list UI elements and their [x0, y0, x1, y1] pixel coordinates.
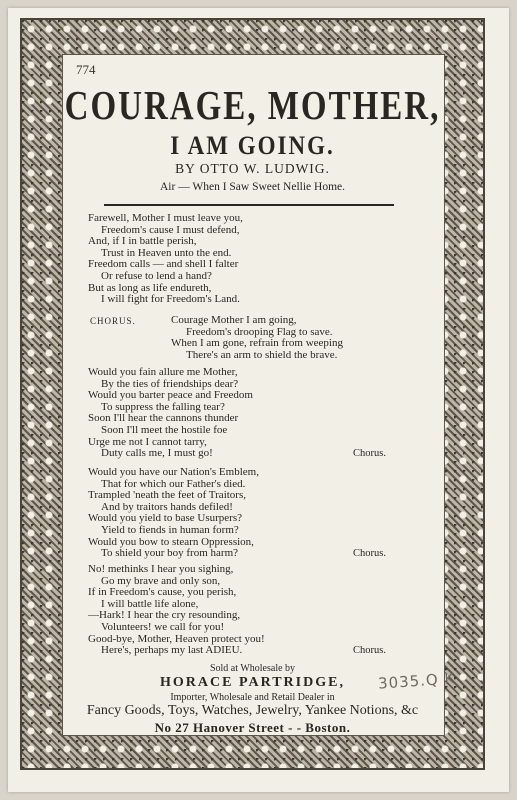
verse-line: To shield your boy from harm?: [101, 547, 239, 560]
verse-line: But as long as life endureth,: [88, 281, 212, 294]
verse-line: That for which our Father's died.: [101, 477, 246, 490]
verse-line: Freedom calls — and shell I falter: [88, 258, 239, 271]
verse-line: Would you have our Nation's Emblem,: [88, 466, 259, 478]
chorus-line: There's an arm to shield the brave.: [186, 348, 338, 361]
verse-line: Go my brave and only son,: [101, 574, 221, 587]
chorus-line: When I am gone, refrain from weeping: [171, 337, 343, 350]
verse-line: Trampled 'neath the feet of Traitors,: [88, 489, 246, 502]
title-rule: [104, 204, 394, 206]
footer-goods-line: Fancy Goods, Toys, Watches, Jewelry, Yankee Notions, &c: [86, 703, 419, 718]
footer-sold-line: Sold at Wholesale by: [209, 663, 296, 674]
verse-line: Or refuse to lend a hand?: [101, 270, 212, 282]
chorus-tag: Chorus.: [353, 645, 386, 657]
verse-line: —Hark! I hear the cry resounding,: [88, 609, 241, 622]
verse-line: Freedom's cause I must defend,: [101, 223, 240, 236]
verse-line: And, if I in battle perish,: [88, 235, 197, 248]
verse-line: Here's, perhaps my last ADIEU.: [101, 644, 243, 657]
sheet-number: 774: [76, 62, 96, 77]
verse-line: Farewell, Mother I must leave you,: [88, 212, 243, 224]
handwritten-annotation: 3035.Q K: [377, 669, 456, 693]
verse-line: I will battle life alone,: [101, 597, 199, 610]
author-line: BY OTTO W. LUDWIG.: [175, 161, 330, 176]
verse-line: Good-bye, Mother, Heaven protect you!: [88, 632, 265, 645]
title-line-2: I AM GOING.: [170, 131, 335, 160]
footer-importer-line: Importer, Wholesale and Retail Dealer in: [170, 692, 335, 703]
verse-line: Would you bow to stearn Oppression,: [88, 535, 254, 548]
footer-publisher-name: HORACE PARTRIDGE,: [160, 675, 345, 690]
footer-address-line: No 27 Hanover Street - - Boston.: [154, 720, 351, 735]
title-line-1: COURAGE, MOTHER,: [64, 84, 441, 129]
chorus-tag: Chorus.: [353, 548, 386, 560]
verse-line: If in Freedom's cause, you perish,: [88, 586, 237, 599]
air-line: Air — When I Saw Sweet Nellie Home.: [159, 181, 346, 193]
verse-line: Yield to fiends in human form?: [101, 524, 239, 536]
verse-line: Trust in Heaven unto the end.: [101, 246, 232, 259]
verse-line: To suppress the falling tear?: [101, 400, 225, 413]
verse-line: Soon I'll hear the cannons thunder: [88, 412, 239, 425]
verse-line: And by traitors hands defiled!: [101, 500, 233, 513]
verse-line: Would you fain allure me Mother,: [88, 366, 238, 378]
chorus-line: Courage Mother I am going,: [171, 314, 297, 326]
verse-line: By the ties of friendships dear?: [101, 377, 239, 390]
verse-line: Urge me not I cannot tarry,: [88, 435, 207, 448]
verse-line: Would you barter peace and Freedom: [88, 389, 253, 402]
verse-line: Would you yield to base Usurpers?: [88, 512, 242, 525]
verse-line: I will fight for Freedom's Land.: [101, 293, 240, 306]
chorus-line: Freedom's drooping Flag to save.: [186, 325, 333, 338]
verse-line: No! methinks I hear you sighing,: [88, 563, 234, 575]
verse-line: Soon I'll meet the hostile foe: [101, 424, 228, 436]
chorus-label: CHORUS.: [90, 316, 136, 326]
chorus-tag: Chorus.: [353, 448, 386, 460]
verse-line: Duty calls me, I must go!: [101, 447, 213, 460]
verse-line: Volunteers! we call for you!: [101, 621, 225, 633]
